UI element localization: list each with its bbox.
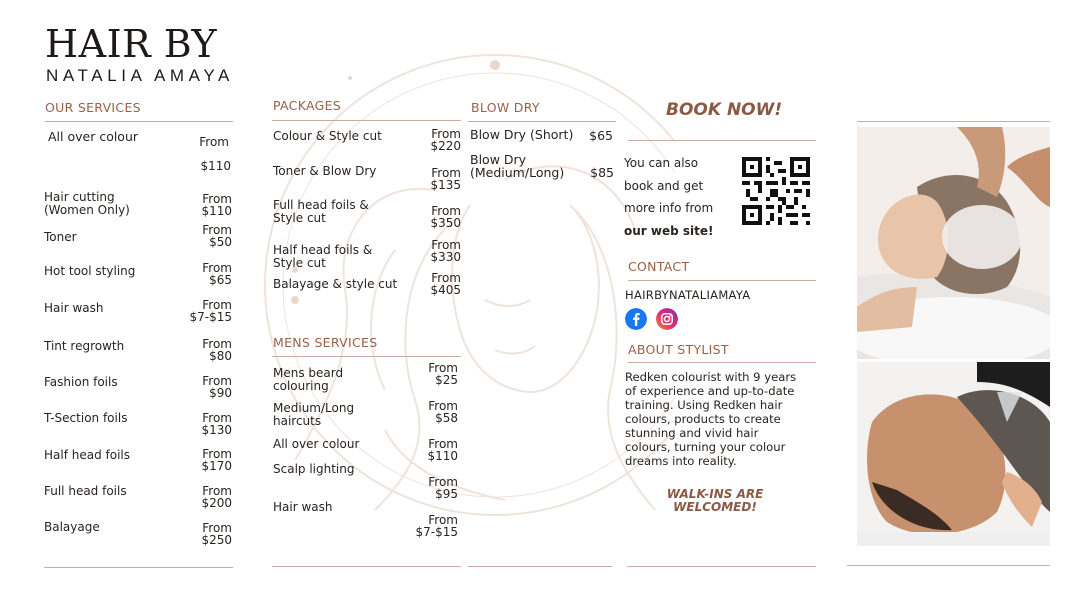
mens-services-heading: MENS SERVICES [273, 335, 378, 350]
blow-dry-price: $65 [589, 128, 613, 143]
service-price: From $250 [201, 521, 232, 547]
mens-service-price: From $58 [428, 399, 458, 425]
blow-dry-price: $85 [590, 165, 614, 180]
service-price: $110 [200, 159, 231, 173]
package-name: Colour & Style cut [273, 129, 382, 143]
blow-dry-rule [468, 121, 616, 122]
mens-service-name: Hair wash [273, 500, 333, 514]
service-name: Hair wash [44, 301, 104, 315]
mens-service-name: Mens beard colouring [273, 366, 344, 393]
man-hair-wash-photo [857, 362, 1050, 546]
about-line: training. Using Redken hair [625, 398, 783, 412]
service-name: All over colour [48, 129, 139, 144]
service-price: From $50 [202, 223, 232, 249]
service-name: Balayage [44, 520, 100, 534]
package-price: From $405 [430, 271, 461, 297]
service-price: From $130 [201, 411, 232, 437]
service-name: Full head foils [44, 484, 127, 498]
website-link[interactable]: our web site! [624, 223, 714, 238]
book-now-rule [628, 140, 816, 141]
service-name: Hot tool styling [44, 264, 136, 278]
woman-hair-wash-photo [857, 127, 1050, 359]
service-price: From $170 [201, 447, 232, 473]
package-price: From $135 [430, 166, 461, 192]
about-line: Redken colourist with 9 years [625, 370, 797, 384]
contact-heading: CONTACT [628, 259, 690, 274]
service-name: Hair cutting (Women Only) [44, 190, 130, 217]
photo-panel-top-rule [857, 121, 1050, 122]
book-line: book and get [624, 178, 704, 193]
about-stylist-heading: ABOUT STYLIST [628, 342, 729, 357]
mens-service-name: Scalp lighting [273, 462, 355, 476]
column-bottom-rule [272, 566, 461, 567]
book-line: more info from [624, 201, 714, 215]
mens-service-price: From $110 [427, 437, 458, 463]
our-services-heading: OUR SERVICES [45, 100, 141, 115]
mens-services-rule [272, 356, 461, 357]
about-line: colours, turning your colour [625, 440, 786, 454]
service-from: From [199, 135, 229, 149]
service-name: Fashion foils [44, 375, 118, 389]
walk-ins-line: WELCOMED! [673, 500, 757, 514]
column-bottom-rule [627, 566, 816, 567]
brand-title: HAIR BY [45, 22, 218, 66]
book-line: You can also [624, 156, 699, 170]
mens-service-price: From $25 [428, 361, 458, 387]
about-line: dreams into reality. [625, 454, 737, 468]
package-price: From $330 [430, 238, 461, 264]
book-text [624, 152, 713, 242]
brand-subtitle: NATALIA AMAYA [46, 66, 234, 85]
mens-service-price: From $7-$15 [415, 513, 458, 539]
about-stylist-text [625, 370, 820, 468]
facebook-icon[interactable] [625, 308, 647, 330]
about-stylist-rule [628, 362, 816, 363]
book-now-heading: BOOK NOW! [666, 100, 783, 120]
about-line: of experience and up-to-date [625, 384, 795, 398]
walk-ins-line: WALK-INS ARE [666, 487, 764, 501]
instagram-icon[interactable] [656, 308, 678, 330]
column-bottom-rule [468, 566, 612, 567]
mens-service-price: From $95 [428, 475, 458, 501]
service-name: Half head foils [44, 448, 131, 462]
service-name: Tint regrowth [44, 339, 125, 353]
service-name: T-Section foils [44, 411, 128, 425]
mens-service-name: All over colour [273, 437, 360, 451]
blow-dry-name: Blow Dry (Medium/Long) [470, 152, 565, 180]
service-price: From $90 [202, 374, 232, 400]
service-price: From $200 [201, 484, 232, 510]
package-name: Toner & Blow Dry [273, 164, 377, 178]
our-services-rule [45, 121, 233, 122]
mens-service-name: Medium/Long haircuts [273, 401, 355, 428]
walk-ins-note [640, 488, 790, 514]
package-name: Half head foils & Style cut [273, 243, 373, 270]
service-price: From $7-$15 [189, 298, 232, 324]
service-name: Toner [44, 230, 77, 244]
column-bottom-rule [44, 567, 233, 568]
package-price: From $350 [430, 204, 461, 230]
contact-rule [628, 280, 816, 281]
about-line: colours, products to create [625, 412, 781, 426]
contact-handle: HAIRBYNATALIAMAYA [625, 288, 751, 302]
package-price: From $220 [430, 127, 461, 153]
service-price: From $65 [202, 261, 232, 287]
decorative-woman-line-art [255, 30, 675, 600]
package-name: Balayage & style cut [273, 277, 398, 291]
blow-dry-name: Blow Dry (Short) [470, 127, 574, 142]
blow-dry-heading: BLOW DRY [471, 100, 540, 115]
package-name: Full head foils & Style cut [273, 198, 369, 225]
qr-code[interactable] [742, 157, 810, 225]
packages-rule [272, 120, 461, 121]
packages-heading: PACKAGES [273, 98, 342, 113]
photo-panel-bottom-rule [847, 565, 1050, 566]
service-price: From $80 [202, 337, 232, 363]
about-line: stunning and vivid hair [625, 426, 759, 440]
service-price: From $110 [201, 192, 232, 218]
